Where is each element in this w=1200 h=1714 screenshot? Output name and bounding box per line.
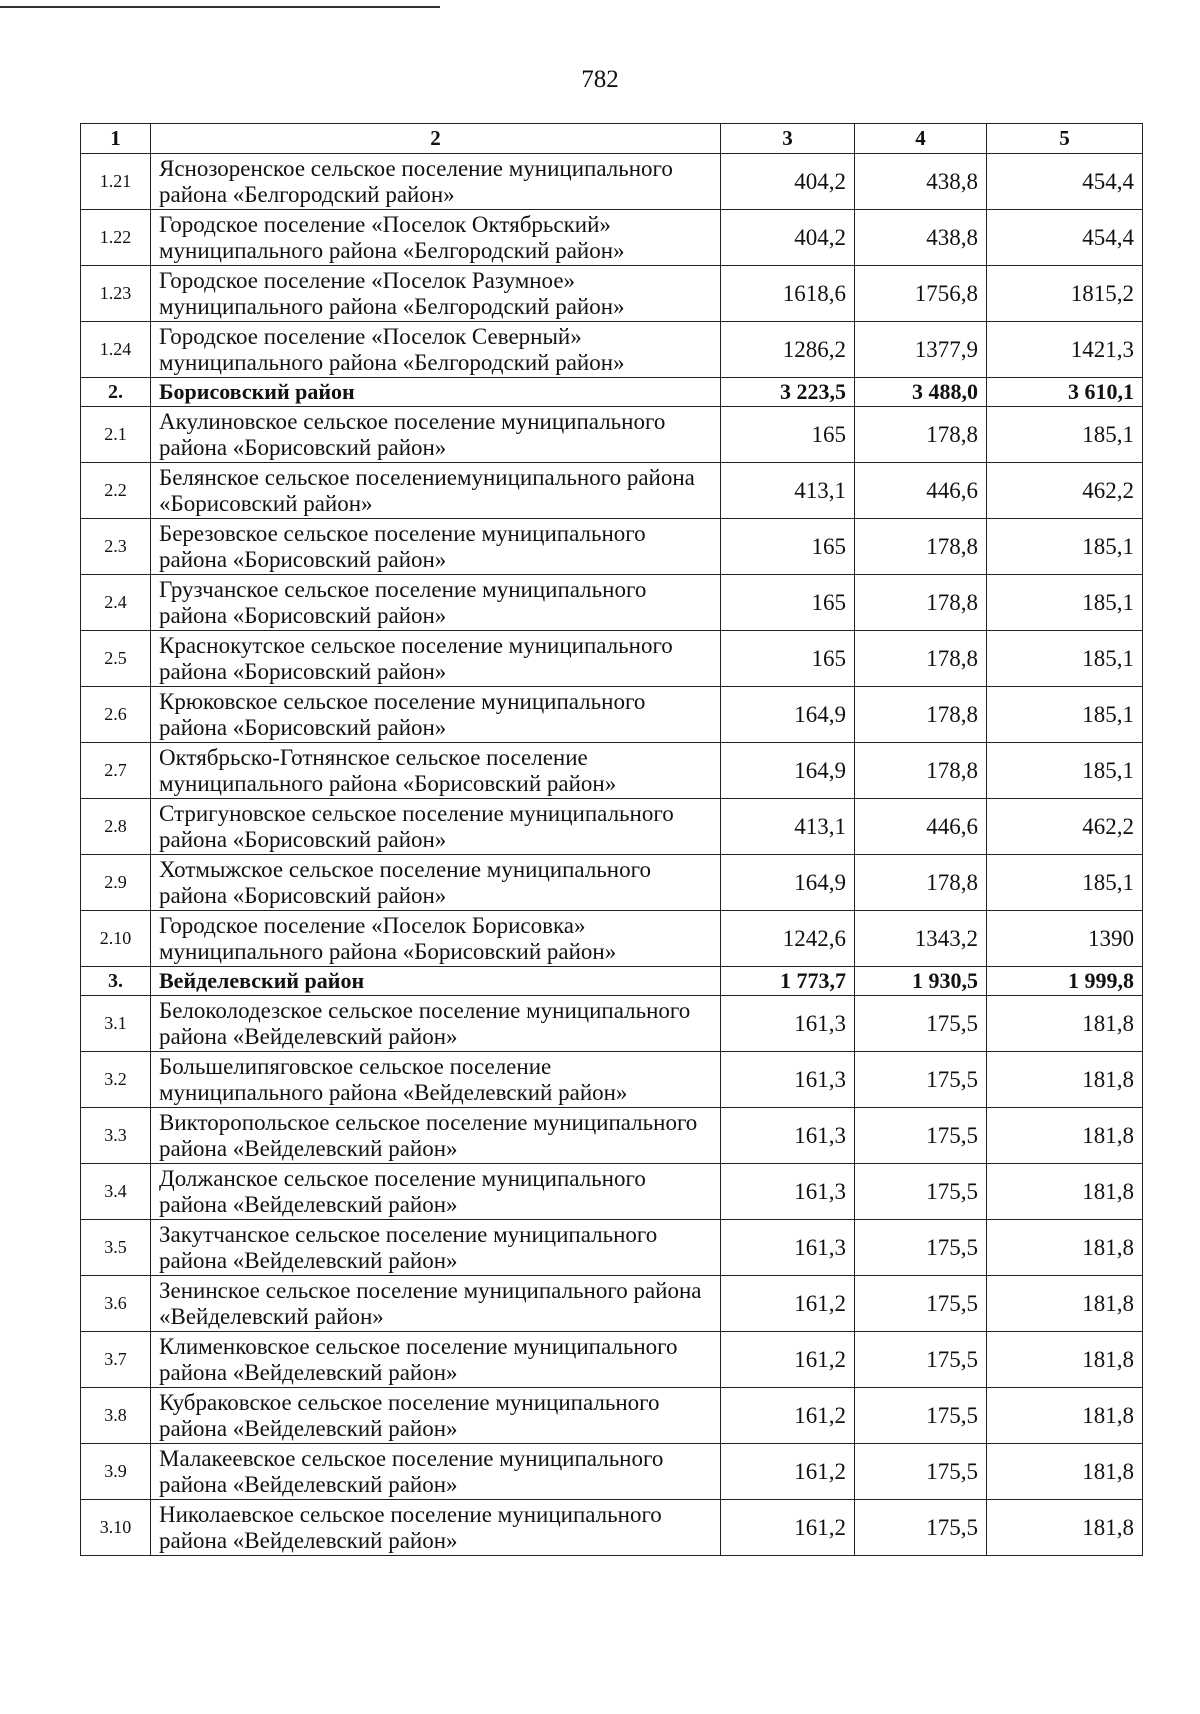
value-col4-cell: 178,8 xyxy=(855,519,987,575)
value-col4-cell: 175,5 xyxy=(855,1164,987,1220)
value-col3-cell: 165 xyxy=(721,575,855,631)
value-col4-cell: 1377,9 xyxy=(855,322,987,378)
settlement-name-cell: Белоколодезское сельское поселение муниципального района «Вейделевский район» xyxy=(151,996,721,1052)
row-number-cell: 3.2 xyxy=(81,1052,151,1108)
table-row xyxy=(81,1332,1143,1388)
value-col5-cell: 1390 xyxy=(987,911,1143,967)
value-col4-cell: 175,5 xyxy=(855,1276,987,1332)
table-row xyxy=(81,407,1143,463)
table-row xyxy=(81,1500,1143,1556)
row-number-cell: 2.5 xyxy=(81,631,151,687)
table-row xyxy=(81,911,1143,967)
settlement-name-cell: Городское поселение «Поселок Октябрьский» муниципального района «Белгородский район» xyxy=(151,210,721,266)
settlement-name-cell: Кубраковское сельское поселение муниципального района «Вейделевский район» xyxy=(151,1388,721,1444)
settlement-name-cell: Николаевское сельское поселение муниципального района «Вейделевский район» xyxy=(151,1500,721,1556)
settlement-name-cell: Березовское сельское поселение муниципального района «Борисовский район» xyxy=(151,519,721,575)
value-col4-cell: 178,8 xyxy=(855,743,987,799)
value-col3-cell: 1 773,7 xyxy=(721,967,855,996)
value-col4-cell: 1 930,5 xyxy=(855,967,987,996)
table-body xyxy=(81,154,1143,1556)
value-col3-cell: 161,2 xyxy=(721,1388,855,1444)
table-row xyxy=(81,575,1143,631)
row-number-cell: 3. xyxy=(81,967,151,996)
value-col3-cell: 164,9 xyxy=(721,687,855,743)
row-number-cell: 2.8 xyxy=(81,799,151,855)
top-rule xyxy=(0,6,440,8)
value-col4-cell: 178,8 xyxy=(855,855,987,911)
table-row xyxy=(81,799,1143,855)
value-col4-cell: 178,8 xyxy=(855,575,987,631)
settlement-name-cell: Крюковское сельское поселение муниципального района «Борисовский район» xyxy=(151,687,721,743)
value-col3-cell: 165 xyxy=(721,631,855,687)
value-col4-cell: 1756,8 xyxy=(855,266,987,322)
value-col4-cell: 3 488,0 xyxy=(855,378,987,407)
table-row xyxy=(81,154,1143,210)
settlement-name-cell: Борисовский район xyxy=(151,378,721,407)
settlement-name-cell: Большелипяговское сельское поселение муниципального района «Вейделевский район» xyxy=(151,1052,721,1108)
row-number-cell: 3.3 xyxy=(81,1108,151,1164)
table-row xyxy=(81,463,1143,519)
settlement-name-cell: Городское поселение «Поселок Северный» муниципального района «Белгородский район» xyxy=(151,322,721,378)
settlement-name-cell: Городское поселение «Поселок Разумное» муниципального района «Белгородский район» xyxy=(151,266,721,322)
table-row xyxy=(81,996,1143,1052)
value-col3-cell: 161,2 xyxy=(721,1276,855,1332)
row-number-cell: 1.21 xyxy=(81,154,151,210)
table-row xyxy=(81,266,1143,322)
settlement-name-cell: Краснокутское сельское поселение муниципального района «Борисовский район» xyxy=(151,631,721,687)
value-col5-cell: 462,2 xyxy=(987,799,1143,855)
value-col5-cell: 185,1 xyxy=(987,575,1143,631)
row-number-cell: 2.1 xyxy=(81,407,151,463)
table-row xyxy=(81,1052,1143,1108)
value-col4-cell: 438,8 xyxy=(855,154,987,210)
settlement-name-cell: Яснозоренское сельское поселение муниципального района «Белгородский район» xyxy=(151,154,721,210)
value-col5-cell: 181,8 xyxy=(987,1444,1143,1500)
value-col4-cell: 175,5 xyxy=(855,1444,987,1500)
value-col5-cell: 1 999,8 xyxy=(987,967,1143,996)
settlement-name-cell: Клименковское сельское поселение муниципального района «Вейделевский район» xyxy=(151,1332,721,1388)
value-col4-cell: 175,5 xyxy=(855,1108,987,1164)
value-col5-cell: 454,4 xyxy=(987,154,1143,210)
value-col5-cell: 185,1 xyxy=(987,743,1143,799)
table-header-row xyxy=(81,124,1143,154)
value-col5-cell: 181,8 xyxy=(987,996,1143,1052)
settlement-name-cell: Грузчанское сельское поселение муниципального района «Борисовский район» xyxy=(151,575,721,631)
value-col5-cell: 1421,3 xyxy=(987,322,1143,378)
table-row xyxy=(81,210,1143,266)
table-row xyxy=(81,322,1143,378)
settlement-name-cell: Белянское сельское поселениемуниципального района «Борисовский район» xyxy=(151,463,721,519)
settlement-name-cell: Зенинское сельское поселение муниципального района «Вейделевский район» xyxy=(151,1276,721,1332)
value-col3-cell: 404,2 xyxy=(721,154,855,210)
row-number-cell: 3.10 xyxy=(81,1500,151,1556)
table-row xyxy=(81,519,1143,575)
value-col3-cell: 161,3 xyxy=(721,1164,855,1220)
value-col5-cell: 181,8 xyxy=(987,1052,1143,1108)
row-number-cell: 3.8 xyxy=(81,1388,151,1444)
settlement-name-cell: Стригуновское сельское поселение муниципального района «Борисовский район» xyxy=(151,799,721,855)
row-number-cell: 2.6 xyxy=(81,687,151,743)
table-row xyxy=(81,855,1143,911)
settlement-name-cell: Октябрьско-Готнянское сельское поселение муниципального района «Борисовский район» xyxy=(151,743,721,799)
value-col4-cell: 175,5 xyxy=(855,1500,987,1556)
row-number-cell: 1.23 xyxy=(81,266,151,322)
value-col5-cell: 462,2 xyxy=(987,463,1143,519)
row-number-cell: 3.4 xyxy=(81,1164,151,1220)
table-row xyxy=(81,1388,1143,1444)
value-col3-cell: 161,3 xyxy=(721,1220,855,1276)
value-col3-cell: 165 xyxy=(721,407,855,463)
district-total-row xyxy=(81,378,1143,407)
table-row xyxy=(81,687,1143,743)
value-col5-cell: 181,8 xyxy=(987,1388,1143,1444)
value-col5-cell: 181,8 xyxy=(987,1332,1143,1388)
value-col5-cell: 181,8 xyxy=(987,1108,1143,1164)
value-col4-cell: 175,5 xyxy=(855,996,987,1052)
table-row xyxy=(81,1220,1143,1276)
column-header-1: 1 xyxy=(81,124,151,154)
value-col5-cell: 185,1 xyxy=(987,519,1143,575)
value-col3-cell: 161,3 xyxy=(721,1052,855,1108)
value-col5-cell: 1815,2 xyxy=(987,266,1143,322)
row-number-cell: 3.9 xyxy=(81,1444,151,1500)
row-number-cell: 3.1 xyxy=(81,996,151,1052)
value-col5-cell: 185,1 xyxy=(987,631,1143,687)
column-header-5: 5 xyxy=(987,124,1143,154)
row-number-cell: 3.7 xyxy=(81,1332,151,1388)
row-number-cell: 2.10 xyxy=(81,911,151,967)
value-col5-cell: 181,8 xyxy=(987,1164,1143,1220)
settlement-name-cell: Викторопольское сельское поселение муниципального района «Вейделевский район» xyxy=(151,1108,721,1164)
value-col3-cell: 161,2 xyxy=(721,1444,855,1500)
settlement-name-cell: Закутчанское сельское поселение муниципального района «Вейделевский район» xyxy=(151,1220,721,1276)
column-header-3: 3 xyxy=(721,124,855,154)
district-total-row xyxy=(81,967,1143,996)
row-number-cell: 2.7 xyxy=(81,743,151,799)
value-col4-cell: 446,6 xyxy=(855,799,987,855)
row-number-cell: 1.24 xyxy=(81,322,151,378)
row-number-cell: 2. xyxy=(81,378,151,407)
value-col3-cell: 1618,6 xyxy=(721,266,855,322)
value-col4-cell: 446,6 xyxy=(855,463,987,519)
settlement-name-cell: Малакеевское сельское поселение муниципального района «Вейделевский район» xyxy=(151,1444,721,1500)
value-col5-cell: 181,8 xyxy=(987,1276,1143,1332)
row-number-cell: 2.2 xyxy=(81,463,151,519)
value-col3-cell: 164,9 xyxy=(721,743,855,799)
value-col3-cell: 161,3 xyxy=(721,996,855,1052)
column-header-4: 4 xyxy=(855,124,987,154)
value-col4-cell: 175,5 xyxy=(855,1220,987,1276)
value-col3-cell: 404,2 xyxy=(721,210,855,266)
value-col4-cell: 175,5 xyxy=(855,1332,987,1388)
page-number: 782 xyxy=(581,66,619,93)
settlement-name-cell: Городское поселение «Поселок Борисовка» муниципального района «Борисовский район» xyxy=(151,911,721,967)
row-number-cell: 2.4 xyxy=(81,575,151,631)
table-row xyxy=(81,1164,1143,1220)
value-col3-cell: 1242,6 xyxy=(721,911,855,967)
table-row xyxy=(81,631,1143,687)
value-col5-cell: 185,1 xyxy=(987,407,1143,463)
value-col4-cell: 178,8 xyxy=(855,631,987,687)
value-col3-cell: 165 xyxy=(721,519,855,575)
value-col3-cell: 164,9 xyxy=(721,855,855,911)
value-col3-cell: 413,1 xyxy=(721,799,855,855)
value-col4-cell: 175,5 xyxy=(855,1052,987,1108)
value-col3-cell: 161,3 xyxy=(721,1108,855,1164)
settlement-name-cell: Вейделевский район xyxy=(151,967,721,996)
row-number-cell: 1.22 xyxy=(81,210,151,266)
value-col3-cell: 3 223,5 xyxy=(721,378,855,407)
value-col5-cell: 181,8 xyxy=(987,1500,1143,1556)
row-number-cell: 3.5 xyxy=(81,1220,151,1276)
settlement-name-cell: Должанское сельское поселение муниципального района «Вейделевский район» xyxy=(151,1164,721,1220)
value-col5-cell: 181,8 xyxy=(987,1220,1143,1276)
value-col4-cell: 178,8 xyxy=(855,687,987,743)
row-number-cell: 2.3 xyxy=(81,519,151,575)
table-row xyxy=(81,1276,1143,1332)
value-col3-cell: 161,2 xyxy=(721,1500,855,1556)
value-col5-cell: 185,1 xyxy=(987,687,1143,743)
column-header-2: 2 xyxy=(151,124,721,154)
value-col4-cell: 178,8 xyxy=(855,407,987,463)
table-row xyxy=(81,1444,1143,1500)
settlement-name-cell: Хотмыжское сельское поселение муниципального района «Борисовский район» xyxy=(151,855,721,911)
row-number-cell: 2.9 xyxy=(81,855,151,911)
table-row xyxy=(81,743,1143,799)
settlement-name-cell: Акулиновское сельское поселение муниципального района «Борисовский район» xyxy=(151,407,721,463)
value-col3-cell: 161,2 xyxy=(721,1332,855,1388)
value-col4-cell: 438,8 xyxy=(855,210,987,266)
value-col3-cell: 413,1 xyxy=(721,463,855,519)
table-row xyxy=(81,1108,1143,1164)
value-col5-cell: 454,4 xyxy=(987,210,1143,266)
value-col4-cell: 1343,2 xyxy=(855,911,987,967)
budget-table xyxy=(80,123,1143,1556)
value-col3-cell: 1286,2 xyxy=(721,322,855,378)
row-number-cell: 3.6 xyxy=(81,1276,151,1332)
value-col5-cell: 185,1 xyxy=(987,855,1143,911)
value-col5-cell: 3 610,1 xyxy=(987,378,1143,407)
value-col4-cell: 175,5 xyxy=(855,1388,987,1444)
